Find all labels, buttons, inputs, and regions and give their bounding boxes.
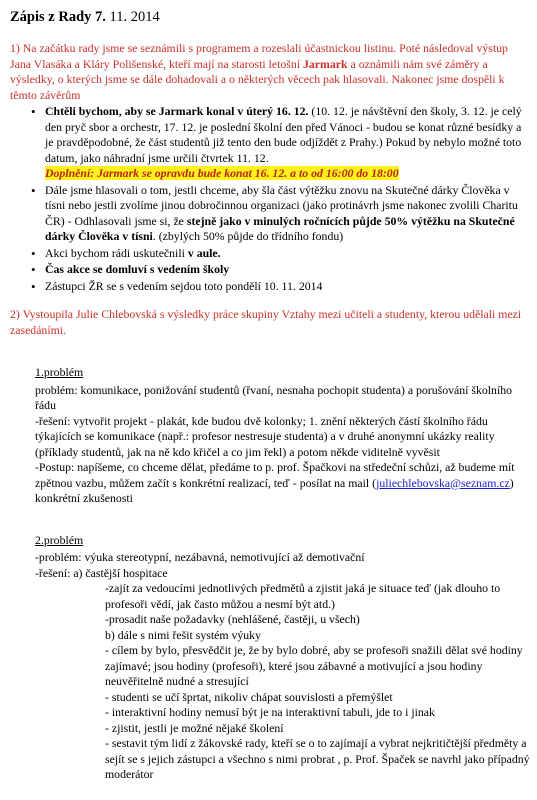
detail-item: - interaktivní hodiny nemusí být je na interaktivní tabuli, jde to i jinak bbox=[105, 705, 435, 719]
conclusions-list bbox=[10, 104, 530, 294]
list-item: • Čas akce se domluví s vedením školy bbox=[45, 262, 530, 278]
problem-2-line: -řešení: a) častější hospitace bbox=[35, 565, 168, 580]
problem-2 bbox=[35, 533, 530, 783]
document-page bbox=[10, 8, 530, 783]
detail-item: -zajít za vedoucími jednotlivých předmětů a zjistit jaká je situace teď (jak dlouho to profesoři vědí, jak často můžou a nesmí být atd.) bbox=[105, 581, 501, 611]
list-item: • Dále jsme hlasovali o tom, jestli chceme, aby šla část výtěžku znovu na Skutečné dárky Člověka v tísni nebo jestli zvolíme jinou dobročinnou organizaci (jako protinávrh jsme nakonec zvolili Charitu ČR) - Odhlasovali jsme si, že stejně jako v minulých ročnících půjde 50% výtěžku na Skutečné dárky Člověka v tísni. (zbylých 50% půjde do třídního fondu) bbox=[45, 183, 530, 245]
highlight-note: Doplnění: Jarmark se opravdu bude konat 16. 12. a to od 16:00 do 18:00 bbox=[45, 166, 399, 180]
problem-2-heading: 2.problém bbox=[35, 532, 84, 547]
problem-1-line: -řešení: vytvořit projekt - plakát, kde budou dvě kolonky; 1. znění některých částí školního řádu týkajících se komunikace (např.: profesor nestresuje studenta) a v druhé anonymní ukázky reality (příklady studentů, jak na ně kdo křičel a co jim řekl) a potom někde viditelně vyvěsit bbox=[35, 413, 495, 459]
email-link[interactable]: juliechlebovska@seznam.cz bbox=[376, 475, 510, 490]
list-item: • Chtěli bychom, aby se Jarmark konal v úterý 16. 12. (10. 12. je návštěvní den školy, 3. 12. je celý den pryč sbor a orchestr, 17. 12. je poslední školní den před Vánoci - budou se konat různé besídky a je pravděpodobné, že část studentů již tento den bude odjíždět z Prahy.) Pokud by nebylo možné toto datum, jako náhradní jsme určili čtvrtek 11. 12. Doplnění: Jarmark se opravdu bude konat 16. 12. a to od 16:00 do 18:00 bbox=[45, 104, 530, 182]
problem-2-line: -problém: výuka stereotypní, nezábavná, nemotivující až demotivační bbox=[35, 550, 365, 564]
section-1-intro: 1) Na začátku rady jsme se seznámili s programem a rozeslali účastnickou listinu. Poté následoval výstup Jana Vlasáka a Kláry Polišenské, kteří mají na starosti letošní Jarmark a oznámili nám své záměry a výsledky, o kterých jsme se dále dohadovali a o některých věcech pak hlasovali. Nakonec jsme dospěli k těmto závěrům bbox=[10, 41, 508, 102]
problem-1-heading: 1.problém bbox=[35, 365, 84, 379]
detail-item: -prosadit naše požadavky (nehlášené, častěji, u všech) bbox=[105, 612, 360, 626]
section-2-intro: 2) Vystoupila Julie Chlebovská s výsledky práce skupiny Vztahy mezi učiteli a studenty, kterou udělali mezi zasedáními. bbox=[10, 307, 522, 337]
detail-item: - zjistit, jestli je možné nějaké školení bbox=[105, 720, 284, 735]
problem-1 bbox=[35, 365, 530, 507]
page-title bbox=[10, 8, 530, 26]
detail-item: - cílem by bylo, přesvědčit je, že by bylo dobré, aby se profesoři snažili dělat své hodiny zajímavé; jsou hodiny (profesoři), které jsou zábavné a motivující a jsou hodiny neuvěřitelně nudné a stresující bbox=[105, 643, 523, 688]
problem-1-line: problém: komunikace, ponižování studentů (řvaní, nesnaha pochopit studenta) a porušování školního řádu bbox=[35, 382, 513, 412]
problem-2-details bbox=[105, 581, 530, 783]
detail-item: - studenti se učí šprtat, nikoliv chápat souvislosti a přemýšlet bbox=[105, 689, 393, 704]
title-bold: Zápis z Rady 7. bbox=[10, 9, 106, 25]
detail-item: - sestavit tým lidí z žákovské rady, kteří se o to zajímají a vybrat nejkritičtější předměty a sejít se s jejich zástupci a všechno s nimi probrat , p. Prof. Špaček se navrhl jako případný moderátor bbox=[105, 736, 530, 781]
list-item: • Akci bychom rádi uskutečnili v aule. bbox=[45, 246, 530, 262]
problem-1-line: -Postup: napíšeme, co chceme dělat, předáme to p. prof. Špačkovi na středeční schůzi, až budeme mít zpětnou vazbu, můžem začít s konkrétní realizací, teď - posílat na mail (juliechlebovska@seznam.cz) konkrétní zkušenosti bbox=[35, 460, 515, 505]
title-rest: 11. 2014 bbox=[105, 9, 160, 25]
list-item: • Zástupci ŽR se s vedením sejdou toto pondělí 10. 11. 2014 bbox=[45, 279, 530, 295]
detail-item: b) dále s nimi řešit systém výuky bbox=[105, 627, 261, 642]
